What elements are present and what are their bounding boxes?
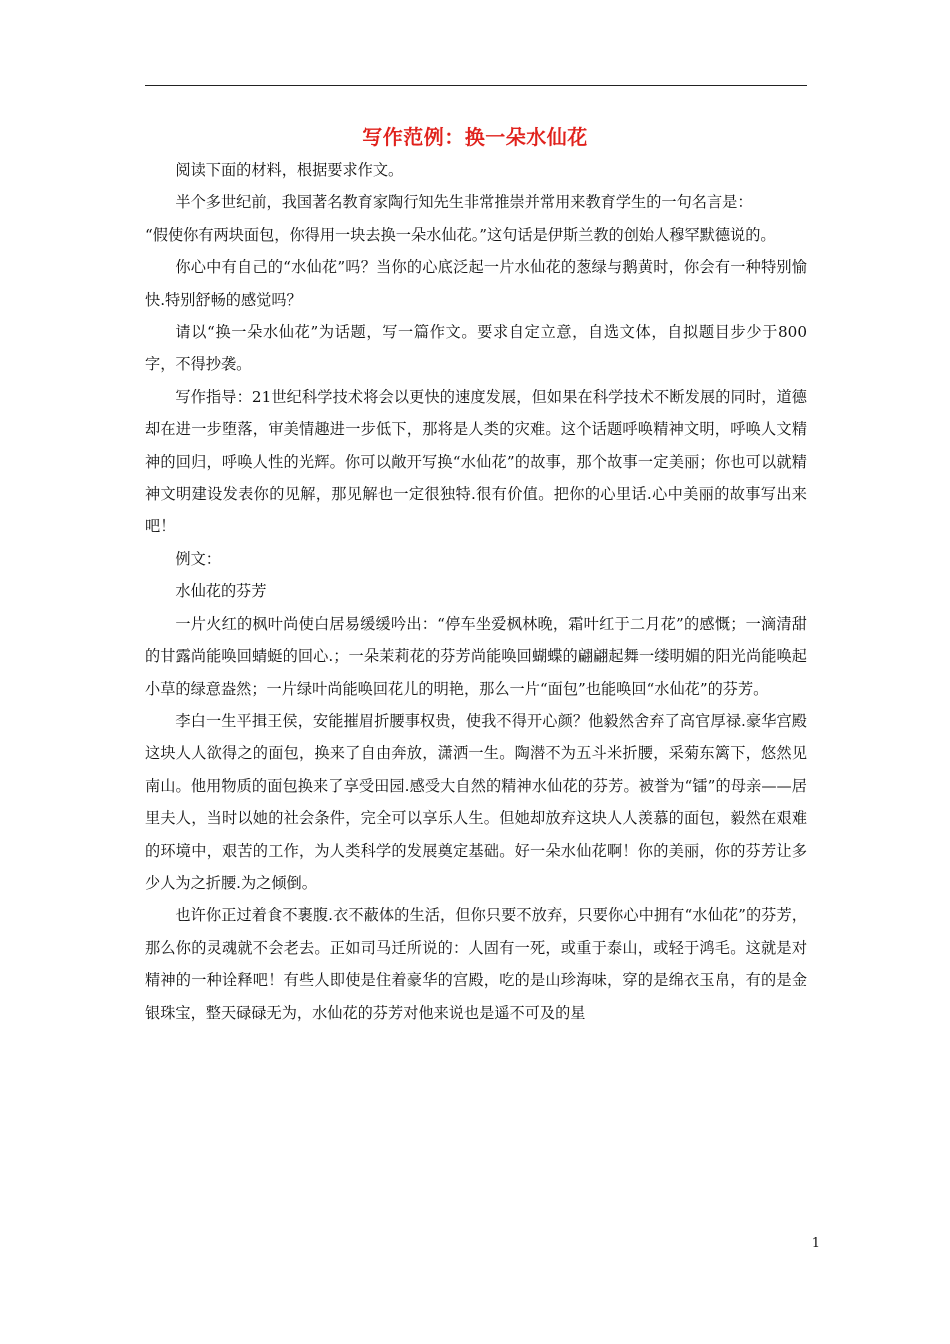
paragraph: “假使你有两块面包，你得用一块去换一朵水仙花。”这句话是伊斯兰教的创始人穆罕默德说的。 bbox=[145, 225, 776, 244]
paragraph: 阅读下面的材料，根据要求作文。 bbox=[175, 161, 404, 179]
page-number: 1 bbox=[811, 1236, 820, 1251]
document-body bbox=[145, 154, 807, 1029]
paragraph: 也许你正过着食不裹腹.衣不蔽体的生活，但你只要不放弃，只要你心中拥有“水仙花”的芬芳，那么你的灵魂就不会老去。正如司马迁所说的：人固有一死，或重于泰山，或轻于鸿毛。这就是对精神的一种诠释吧！有些人即使是住着豪华的宫殿，吃的是山珍海味，穿的是绵衣玉帛，有的是金银珠宝，整天碌碌无为，水仙花的芬芳对他来说也是遥不可及的星 bbox=[145, 906, 807, 1022]
paragraph: 写作指导：21世纪科学技术将会以更快的速度发展，但如果在科学技术不断发展的同时，道德却在进一步堕落，审美情趣进一步低下，那将是人类的灾难。这个话题呼唤精神文明，呼唤人文精神的回归，呼唤人性的光辉。你可以敞开写换“水仙花”的故事，那个故事一定美丽；你也可以就精神文明建设发表你的见解，那见解也一定很独特.很有价值。把你的心里话.心中美丽的故事写出来吧！ bbox=[145, 387, 807, 536]
paragraph: 例文： bbox=[175, 549, 221, 568]
essay-title: 水仙花的芬芳 bbox=[175, 582, 267, 601]
paragraph: 一片火红的枫叶尚使白居易缓缓吟出：“停车坐爱枫林晚，霜叶红于二月花”的感慨；一滴清甜的甘露尚能唤回蜻蜓的回心.；一朵茉莉花的芬芳尚能唤回蝴蝶的翩翩起舞一缕明媚的阳光尚能唤起小草的绿意盎然；一片绿叶尚能唤回花儿的明艳，那么一片“面包”也能唤回“水仙花”的芬芳。 bbox=[145, 614, 807, 698]
page-title: 写作范例：换一朵水仙花 bbox=[362, 125, 588, 149]
paragraph: 请以“换一朵水仙花”为话题，写一篇作文。要求自定立意，自选文体，自拟题目步少于800字，不得抄袭。 bbox=[145, 323, 807, 374]
paragraph: 李白一生平揖王侯，安能摧眉折腰事权贵，使我不得开心颜？他毅然舍弃了高官厚禄.豪华宫殿这块人人欲得之的面包，换来了自由奔放，潇洒一生。陶潜不为五斗米折腰，采菊东篱下，悠然见南山。他用物质的面包换来了享受田园.感受大自然的精神水仙花的芬芳。被誉为“镭”的母亲——居里夫人，当时以她的社会条件，完全可以享乐人生。但她却放弃这块人人羡慕的面包，毅然在艰难的环境中，艰苦的工作，为人类科学的发展奠定基础。好一朵水仙花啊！你的美丽，你的芬芳让多少人为之折腰.为之倾倒。 bbox=[145, 711, 807, 892]
paragraph: 你心中有自己的“水仙花”吗？当你的心底泛起一片水仙花的葱绿与鹅黄时，你会有一种特别愉快.特别舒畅的感觉吗？ bbox=[145, 258, 807, 309]
header-rule bbox=[145, 85, 807, 86]
paragraph: 半个多世纪前，我国著名教育家陶行知先生非常推崇并常用来教育学生的一句名言是： bbox=[175, 193, 753, 212]
